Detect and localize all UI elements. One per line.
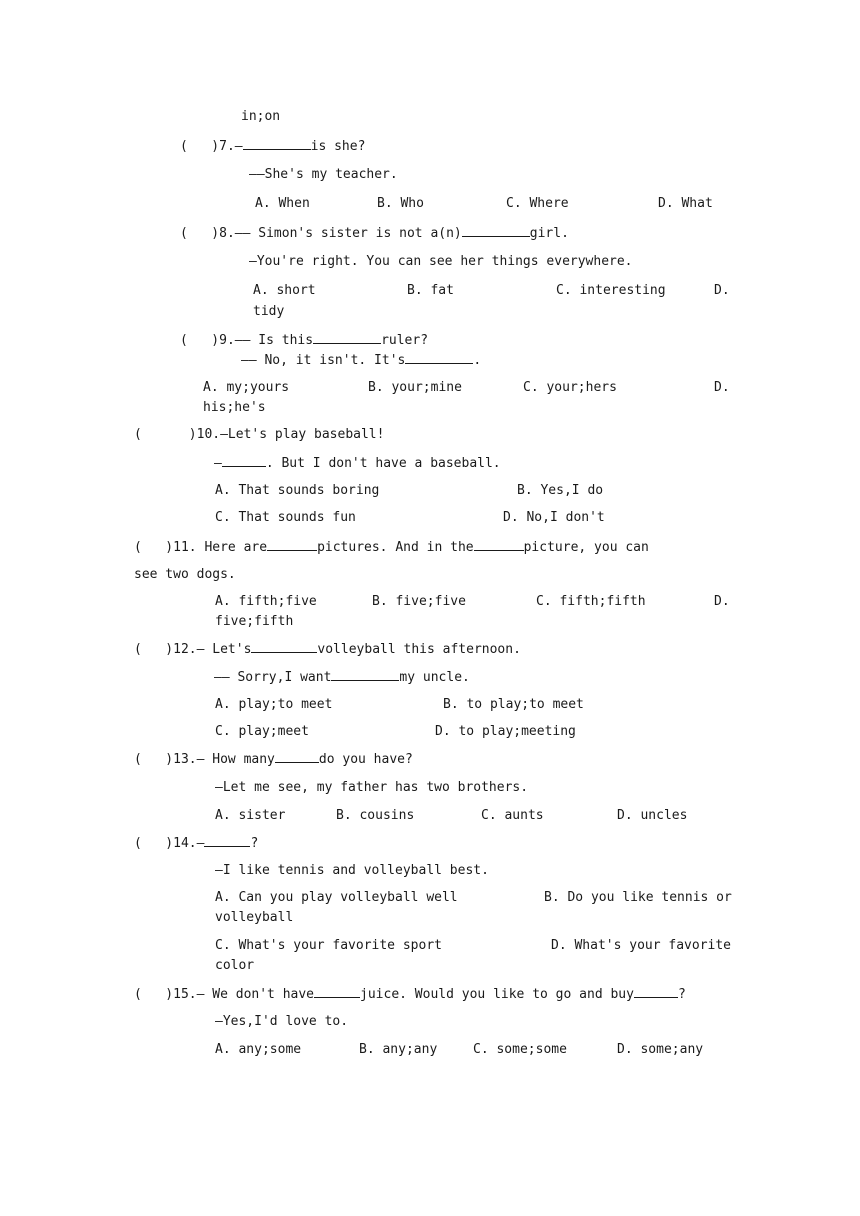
option-c: C. That sounds fun xyxy=(215,510,356,525)
option-a: A. fifth;five xyxy=(215,594,317,609)
option-b: B. cousins xyxy=(336,808,415,823)
question-11-stem-continued: see two dogs. xyxy=(134,567,236,582)
question-7-dialogue: ——She's my teacher. xyxy=(249,167,398,182)
option-c: C. What's your favorite sport xyxy=(215,938,442,953)
question-10-stem: ( )10.—Let's play baseball! xyxy=(134,427,385,442)
answer-blank[interactable] xyxy=(331,668,399,681)
question-12-stem: ( )12.— Let's volleyball this afternoon. xyxy=(134,642,521,657)
option-d-text: his;he's xyxy=(203,400,266,415)
question-8-dialogue: —You're right. You can see her things everywhere. xyxy=(249,254,633,269)
answer-blank[interactable] xyxy=(314,985,360,998)
option-b: B. Yes,I do xyxy=(517,483,604,498)
option-d: D. No,I don't xyxy=(503,510,605,525)
option-a: A. my;yours xyxy=(203,380,290,395)
option-c: C. your;hers xyxy=(523,380,617,395)
option-c: C. play;meet xyxy=(215,724,309,739)
question-14-stem: ( )14.— ? xyxy=(134,836,259,851)
question-8-stem: ( )8.—— Simon's sister is not a(n) girl. xyxy=(180,226,569,241)
question-9-dialogue: —— No, it isn't. It's . xyxy=(241,353,482,368)
answer-blank[interactable] xyxy=(267,538,317,551)
option-a: A. Can you play volleyball well xyxy=(215,890,458,905)
answer-blank[interactable] xyxy=(474,538,524,551)
option-b: B. your;mine xyxy=(368,380,462,395)
answer-blank[interactable] xyxy=(251,640,317,653)
question-9-stem: ( )9.—— Is this ruler? xyxy=(180,333,429,348)
option-b: B. any;any xyxy=(359,1042,438,1057)
answer-blank[interactable] xyxy=(462,224,530,237)
option-d: D. What's your favorite xyxy=(551,938,732,953)
option-a: A. sister xyxy=(215,808,286,823)
option-c: C. some;some xyxy=(473,1042,567,1057)
option-d-text: color xyxy=(215,958,255,973)
option-a: A. That sounds boring xyxy=(215,483,380,498)
option-c: C. interesting xyxy=(556,283,666,298)
answer-blank[interactable] xyxy=(243,137,311,150)
question-12-dialogue: —— Sorry,I want my uncle. xyxy=(214,670,470,685)
answer-blank[interactable] xyxy=(275,750,319,763)
option-d: D. to play;meeting xyxy=(435,724,576,739)
option-a: A. When xyxy=(255,196,310,211)
option-a: A. short xyxy=(253,283,316,298)
question-14-dialogue: —I like tennis and volleyball best. xyxy=(215,863,489,878)
option-b: B. fat xyxy=(407,283,454,298)
option-b: B. five;five xyxy=(372,594,466,609)
question-13-stem: ( )13.— How many do you have? xyxy=(134,752,413,767)
answer-blank[interactable] xyxy=(313,331,381,344)
option-d: D. some;any xyxy=(617,1042,704,1057)
option-d-text: tidy xyxy=(253,304,285,319)
option-b: B. Who xyxy=(377,196,424,211)
question-15-dialogue: —Yes,I'd love to. xyxy=(215,1014,349,1029)
question-7-stem: ( )7.— is she? xyxy=(180,139,366,154)
option-b: B. Do you like tennis or xyxy=(544,890,732,905)
answer-blank[interactable] xyxy=(634,985,678,998)
answer-blank[interactable] xyxy=(405,351,473,364)
option-b-text: volleyball xyxy=(215,910,294,925)
carryover-options: in;on xyxy=(241,109,281,124)
option-d: D. xyxy=(714,594,730,609)
option-a: A. any;some xyxy=(215,1042,302,1057)
option-d: D. xyxy=(714,380,730,395)
answer-blank[interactable] xyxy=(222,454,266,467)
option-d: D. What xyxy=(658,196,713,211)
option-c: C. fifth;fifth xyxy=(536,594,646,609)
option-c: C. aunts xyxy=(481,808,544,823)
option-a: A. play;to meet xyxy=(215,697,333,712)
question-11-stem: ( )11. Here are pictures. And in the picture, you can xyxy=(134,540,649,555)
question-13-dialogue: —Let me see, my father has two brothers. xyxy=(215,780,529,795)
option-b: B. to play;to meet xyxy=(443,697,584,712)
answer-blank[interactable] xyxy=(204,834,250,847)
question-10-dialogue: — . But I don't have a baseball. xyxy=(214,456,501,471)
option-d: D. xyxy=(714,283,730,298)
option-d-text: five;fifth xyxy=(215,614,294,629)
question-15-stem: ( )15.— We don't have juice. Would you like to go and buy ? xyxy=(134,987,686,1002)
option-c: C. Where xyxy=(506,196,569,211)
option-d: D. uncles xyxy=(617,808,688,823)
